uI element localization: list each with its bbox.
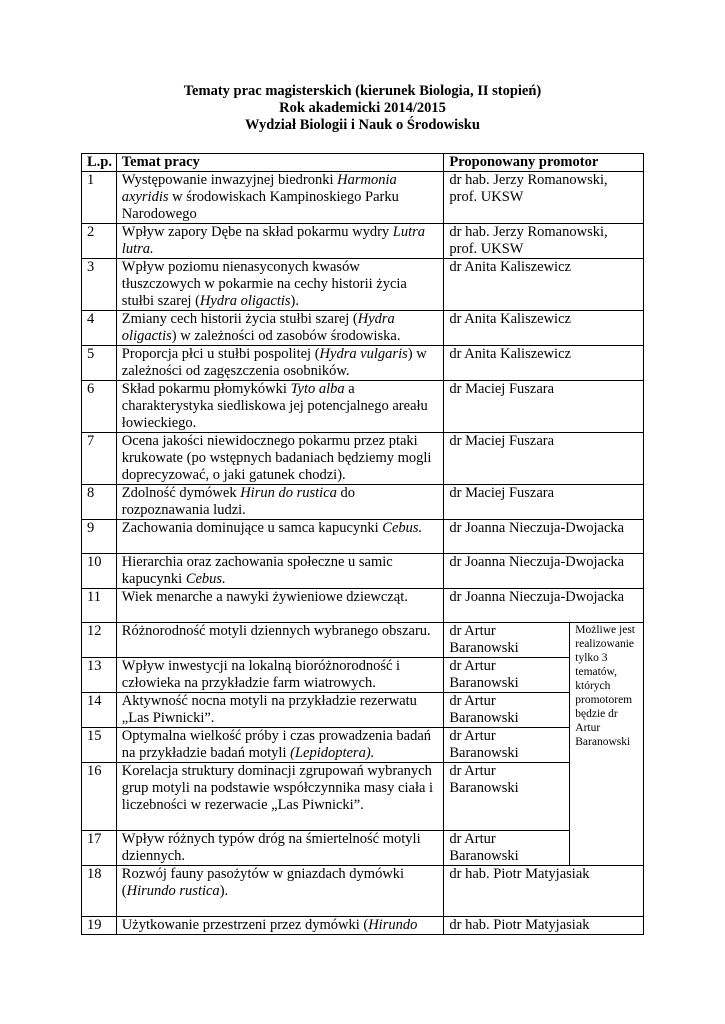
row-number: 8	[82, 485, 117, 520]
row-number: 5	[82, 346, 117, 381]
row-number: 4	[82, 311, 117, 346]
topic-species-name: Lutra lutra.	[121, 224, 426, 257]
topic-species-name: Hirun do rustica	[240, 485, 337, 501]
table-row	[82, 728, 644, 763]
promoter-cell: dr Joanna Nieczuja-Dwojacka	[444, 554, 644, 589]
document-header	[0, 83, 725, 134]
baranowski-limit-note: Możliwe jest realizowanie tylko 3 tematów, których promotorem będzie dr Artur Baranowski	[570, 623, 644, 866]
topic-text: Zmiany cech historii życia stułbi szarej (	[121, 311, 358, 327]
table-row	[82, 693, 644, 728]
topic-cell	[116, 224, 444, 259]
table-row	[82, 831, 644, 866]
topic-text: Wpływ zapory Dębe na skład pokarmu wydry	[121, 224, 393, 240]
topic-text: w środowiskach Kampinoskiego Parku Narodowego	[121, 189, 399, 222]
table-row	[82, 259, 644, 311]
topic-text: Hierarchia oraz zachowania społeczne u samic kapucynki	[121, 554, 393, 587]
topic-text: Różnorodność motyli dziennych wybranego obszaru.	[121, 623, 431, 639]
topic-text: Występowanie inwazyjnej biedronki	[121, 172, 338, 188]
promoter-cell: dr Artur Baranowski	[444, 658, 570, 693]
topic-species-name: Harmonia axyridis	[121, 172, 397, 205]
topic-species-name: Hydra oligactis	[199, 293, 291, 309]
promoter-cell: dr Artur Baranowski	[444, 693, 570, 728]
topic-text: Ocena jakości niewidocznego pokarmu przez ptaki krukowate (po wstępnych badaniach będziemy mogli doprecyzować, o jaki gatunek chodzi).	[121, 433, 432, 483]
topic-species-name: Hirundo	[368, 917, 418, 933]
topic-cell	[116, 623, 444, 658]
promoter-cell: dr Joanna Nieczuja-Dwojacka	[444, 589, 644, 623]
promoter-cell: dr hab. Piotr Matyjasiak	[444, 917, 644, 935]
table-row	[82, 623, 644, 658]
promoter-cell: dr Maciej Fuszara	[444, 381, 644, 433]
topic-text: Zachowania dominujące u samca kapucynki	[121, 520, 383, 536]
topic-cell	[116, 346, 444, 381]
table-row	[82, 311, 644, 346]
topic-cell	[116, 917, 444, 935]
table-row	[82, 763, 644, 831]
topic-text: Skład pokarmu płomykówki	[121, 381, 291, 397]
topic-cell	[116, 172, 444, 224]
header-faculty: Wydział Biologii i Nauk o Środowisku	[245, 117, 480, 133]
promoter-cell: dr Artur Baranowski	[444, 728, 570, 763]
topic-cell	[116, 554, 444, 589]
topic-species-name: Cebus.	[382, 520, 423, 536]
row-number: 7	[82, 433, 117, 485]
row-number: 10	[82, 554, 117, 589]
topic-cell	[116, 485, 444, 520]
topic-text: Aktywność nocna motyli na przykładzie rezerwatu „Las Piwnicki”.	[121, 693, 417, 726]
topic-cell	[116, 433, 444, 485]
header-academic-year: Rok akademicki 2014/2015	[279, 100, 446, 116]
table-row	[82, 485, 644, 520]
promoter-cell: dr Maciej Fuszara	[444, 485, 644, 520]
table-row	[82, 554, 644, 589]
promoter-cell: dr Anita Kaliszewicz	[444, 259, 644, 311]
promoter-cell: dr hab. Piotr Matyjasiak	[444, 866, 644, 917]
topic-text: Wpływ różnych typów dróg na śmiertelność motyli dziennych.	[121, 831, 421, 864]
table-row	[82, 172, 644, 224]
topic-text: ).	[219, 883, 229, 899]
topic-species-name: Tyto alba	[290, 381, 345, 397]
topic-text: Zdolność dymówek	[121, 485, 241, 501]
table-header-row	[82, 154, 644, 172]
row-number: 6	[82, 381, 117, 433]
promoter-cell: dr Anita Kaliszewicz	[444, 346, 644, 381]
topic-cell	[116, 658, 444, 693]
row-number: 14	[82, 693, 117, 728]
table-row	[82, 917, 644, 935]
topic-text: Optymalna wielkość próby i czas prowadzenia badań na przykładzie badań motyli	[121, 728, 432, 761]
topic-cell	[116, 693, 444, 728]
row-number: 12	[82, 623, 117, 658]
promoter-cell: dr Joanna Nieczuja-Dwojacka	[444, 520, 644, 554]
row-number: 18	[82, 866, 117, 917]
promoter-cell: dr Artur Baranowski	[444, 831, 570, 866]
topic-species-name: Hirundo rustica	[126, 883, 220, 899]
table-row	[82, 589, 644, 623]
topic-cell	[116, 520, 444, 554]
table-row	[82, 381, 644, 433]
row-number: 9	[82, 520, 117, 554]
topic-species-name: (Lepidoptera).	[290, 745, 375, 761]
topic-text: Proporcja płci u stułbi pospolitej (	[121, 346, 320, 362]
topic-cell	[116, 763, 444, 831]
topic-text: Wiek menarche a nawyki żywieniowe dziewcząt.	[121, 589, 408, 605]
column-header-lp: L.p.	[82, 154, 117, 172]
topic-text: a charakterystyka siedliskowa jej potencjalnego areału łowieckiego.	[121, 381, 428, 431]
table-row	[82, 520, 644, 554]
row-number: 19	[82, 917, 117, 935]
promoter-cell: dr Anita Kaliszewicz	[444, 311, 644, 346]
thesis-topics-table	[81, 153, 644, 935]
table-row	[82, 433, 644, 485]
topic-text: ) w zależności od zagęszczenia osobników.	[121, 346, 427, 379]
topic-cell	[116, 728, 444, 763]
topic-species-name: Hydra vulgaris	[319, 346, 408, 362]
topic-text: Wpływ inwestycji na lokalną bioróżnorodność i człowieka na przykładzie farm wiatrowych.	[121, 658, 401, 691]
promoter-cell: dr hab. Jerzy Romanowski, prof. UKSW	[444, 224, 644, 259]
promoter-cell: dr Artur Baranowski	[444, 763, 570, 831]
topic-species-name: Cebus.	[185, 571, 226, 587]
topic-text: do rozpoznawania ludzi.	[121, 485, 355, 518]
header-title: Tematy prac magisterskich (kierunek Biologia, II stopień)	[183, 83, 542, 99]
column-header-topic: Temat pracy	[116, 154, 444, 172]
promoter-cell: dr hab. Jerzy Romanowski, prof. UKSW	[444, 172, 644, 224]
row-number: 17	[82, 831, 117, 866]
topic-text: Rozwój fauny pasożytów w gniazdach dymówki (	[121, 866, 405, 899]
row-number: 3	[82, 259, 117, 311]
topic-cell	[116, 866, 444, 917]
column-header-promoter: Proponowany promotor	[444, 154, 644, 172]
topic-cell	[116, 831, 444, 866]
row-number: 2	[82, 224, 117, 259]
promoter-cell: dr Artur Baranowski	[444, 623, 570, 658]
row-number: 1	[82, 172, 117, 224]
table-row	[82, 346, 644, 381]
topic-cell	[116, 311, 444, 346]
promoter-cell: dr Maciej Fuszara	[444, 433, 644, 485]
table-row	[82, 658, 644, 693]
table-row	[82, 866, 644, 917]
topic-cell	[116, 589, 444, 623]
topic-cell	[116, 381, 444, 433]
row-number: 11	[82, 589, 117, 623]
topic-text: Użytkowanie przestrzeni przez dymówki (	[121, 917, 369, 933]
topic-text: ) w zależności od zasobów środowiska.	[171, 328, 401, 344]
topic-species-name: Hydra oligactis	[121, 311, 395, 344]
row-number: 16	[82, 763, 117, 831]
table-row	[82, 224, 644, 259]
row-number: 13	[82, 658, 117, 693]
row-number: 15	[82, 728, 117, 763]
topic-text: Korelacja struktury dominacji zgrupowań wybranych grup motyli na podstawie współczynnika masy ciała i liczebności w rezerwacie „Las Piwnicki”.	[121, 763, 434, 813]
topic-cell	[116, 259, 444, 311]
topic-text: Wpływ poziomu nienasyconych kwasów tłuszczowych w pokarmie na cechy historii życia stułbi szarej (	[121, 259, 407, 309]
topic-text: ).	[290, 293, 300, 309]
